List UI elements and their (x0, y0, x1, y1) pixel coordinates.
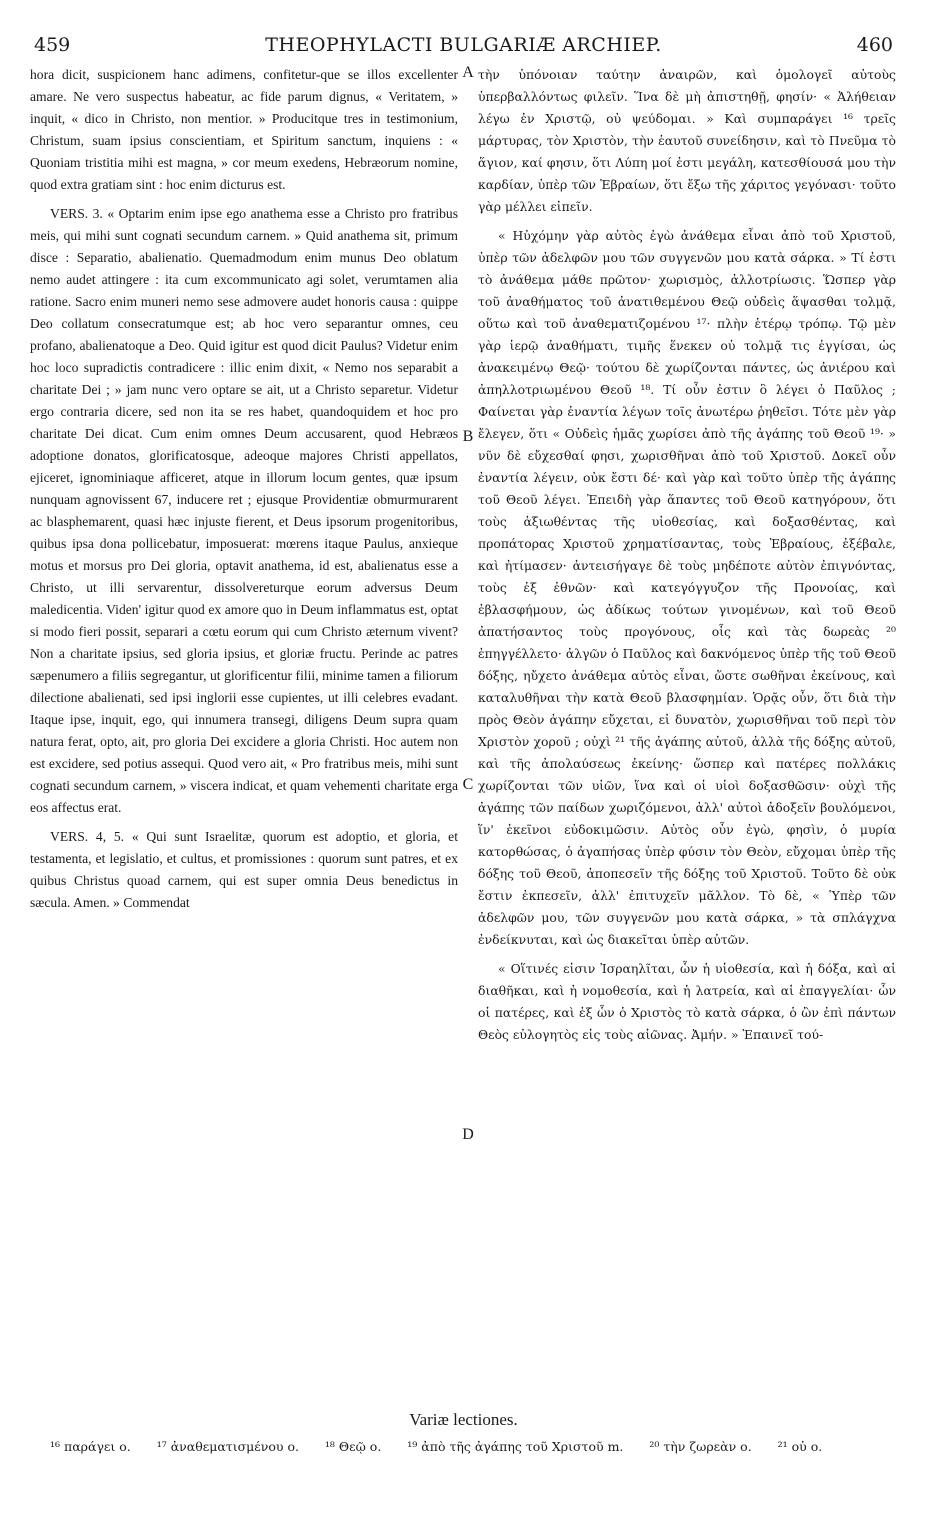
page-number-right: 460 (856, 34, 893, 56)
margin-marker-d: D (462, 1126, 474, 1143)
greek-paragraph: τὴν ὑπόνοιαν ταύτην ἀναιρῶν, καὶ ὁμολογεῖ αὐτοὺς ὑπερβαλλόντως φιλεῖν. Ἵνα δὲ μὴ ἀπιστηθῇ, φησίν· « Ἀλήθειαν λέγω ἐν Χριστῷ, οὐ ψεύδομαι. » Καὶ συμπαράγει ¹⁶ τρεῖς μάρτυρας, τὸν Χριστὸν, τὴν ἑαυτοῦ συνείδησιν, καὶ τὸ Πνεῦμα τὸ ἅγιον, καί φησιν, ὅτι Λύπη μοί ἐστι μεγάλη, κατεσθίουσά μου τὴν καρδίαν, ὑπὲρ τῶν Ἑβραίων, ὅτι ἔξω τῆς χάριτος γεγόνασι· τοῦτο γὰρ μέλλει εἰπεῖν. (478, 67, 896, 214)
greek-paragraph: « Οἵτινές εἰσιν Ἰσραηλῖται, ὧν ἡ υἱοθεσία, καὶ ἡ δόξα, καὶ αἱ διαθῆκαι, καὶ ἡ νομοθεσία, καὶ ἡ λατρεία, καὶ αἱ ἐπαγγελίαι· ὧν οἱ πατέρες, καὶ ἐξ ὧν ὁ Χριστὸς τὸ κατὰ σάρκα, ὁ ὢν ἐπὶ πάντων Θεὸς εὐλογητὸς εἰς τοὺς αἰῶνας. Ἀμήν. » Ἐπαινεῖ τού- (478, 961, 896, 1042)
greek-column (478, 64, 896, 1053)
footnote: ²¹ οὐ ο. (777, 1439, 823, 1454)
footnotes (50, 1436, 887, 1458)
margin-marker-b: B (462, 428, 474, 445)
footnote: ¹⁷ ἀναθεματισμένου ο. (156, 1439, 299, 1454)
margin-marker-a: A (462, 64, 474, 81)
latin-paragraph: VERS. 3. « Optarim enim ipse ego anathema esse a Christo pro fratribus meis, qui mihi sunt cognati secundum carnem. » Quid anathema sit, primum disce : Separatio, abalienatio. Quemadmodum enim munus Deo oblatum nemo audet attingere : ita cum excommunicato agi solet, verumtamen alia ratione. Sacro enim muneri nemo sese admovere audet honoris causa : quippe Deo collatum consecratumque est; ab hoc vero separantur omnes, ceu profano, abalienatoque a Deo. Quid igitur est quod dicit Paulus? Videtur enim hoc loco supradictis contradicere : illic enim dixit, « Nemo nos separabit a charitate Dei ; » jam nunc vero optare se ait, ut a Christo separetur. Videtur ergo contraria dicere, sed non ita se res habet, quandoquidem et hoc pro charitate Dei dicat. Cum enim omnes Deum accusarent, quod Hebræos adoptione donatos, glorificatosque, adeoque majores Christi appellatos, ejiceret, ignominiaque afficeret, atque in illorum locum gentes, quæ ipsum nunquam agnovissent 67, inducere ret ; ejusque Providentiæ obmurmurarent ac blasphemarent, quasi hæc injuste fierent, et Deus ipsorum progenitoribus, quibus ipsa dona pollicebatur, imposuerat: mœrens itaque Paulus, anxieque motus et morsus pro Dei gloria, optavit anathema, id est, abalienatus esse a Christo, ut illi servarentur, dissolvereturque eorum adversus Deum maledicentia. Viden' igitur quod ex amore quo in Deum inflammatus est, optat si modo fieri possit, separari a cœtu eorum qui cum Christo æternum vivent? Non a charitate ipsius, sed gloria ipsius, et gloriæ fructu. Perinde ac patres sæpenumero a filiis segregantur, ut glorificentur filii, minime tamen a filiorum dilectione abalienati, sed ipsi inglorii esse cupientes, ut illi celebres evadant. Itaque ipse, inquit, ego, qui innumera transegi, diligens Deum supra quam natura ferat, opto, ait, pro gloria Dei excidere a gloria Christi. Hoc autem non est excidere, sed potius assequi. Quod vero ait, « Pro fratribus meis, mihi sunt cognati secundum carnem, » viscera indicat, et quam vehementi charitate erga eos affectus erat. (30, 206, 458, 815)
latin-paragraph: hora dicit, suspicionem hanc adimens, confitetur-que se illos excellenter amare. Ne vero suspectus habeatur, ac fide parum dignus, « Veritatem, » inquit, « dico in Christo, non mentior. » Producitque tres in testimonium, Christum, suam ipsius conscientiam, et Spiritum sanctum, inquiens : « Quoniam tristitia mihi est magna, » cor meum exedens, Hebræorum nomine, quod extra gratiam sint : hoc enim dicturus est. (30, 67, 458, 192)
latin-paragraph: VERS. 4, 5. « Qui sunt Israelitæ, quorum est adoptio, et gloria, et testamenta, et legislatio, et cultus, et promissiones : quorum sunt patres, et ex quibus Christus quoad carnem, qui est super omnia Deus benedictus in sæcula. Amen. » Commendat (30, 829, 458, 910)
footnote: ¹⁸ Θεῷ ο. (324, 1439, 382, 1454)
page-number-left: 459 (34, 34, 71, 56)
footnote: ¹⁹ ἀπὸ τῆς ἀγάπης τοῦ Χριστοῦ m. (407, 1439, 624, 1454)
greek-paragraph: « Ηὐχόμην γὰρ αὐτὸς ἐγὼ ἀνάθεμα εἶναι ἀπὸ τοῦ Χριστοῦ, ὑπὲρ τῶν ἀδελφῶν μου τῶν συγγενῶν μου κατὰ σάρκα. » Τί ἐστι τὸ ἀνάθεμα μάθε πρῶτον· χωρισμὸς, ἀλλοτρίωσις. Ὥσπερ γὰρ τοῦ ἀναθήματος τοῦ ἀνατιθεμένου Θεῷ οὐδεὶς ἅψασθαι τολμᾷ, οὕτω καὶ τοῦ ἀναθεματιζομένου ¹⁷· πλὴν ἑτέρῳ τρόπῳ. Τῷ μὲν γὰρ ἱερῷ ἀναθήματι, τιμῆς ἕνεκεν οὐ τολμᾷ τις ἐγγίσαι, ὡς ἀνακειμένῳ Θεῷ· τούτου δὲ χωρίζονται πάντες, ὡς ἀνιέρου καὶ ἀπηλλοτριωμένου Θεοῦ ¹⁸. Τί οὖν ἐστιν ὃ λέγει ὁ Παῦλος ; Φαίνεται γὰρ ἐναντία λέγων τοῖς ἀνωτέρω ῥηθεῖσι. Τότε μὲν γὰρ ἔλεγεν, ὅτι « Οὐδεὶς ἡμᾶς χωρίσει ἀπὸ τῆς ἀγάπης τοῦ Θεοῦ ¹⁹· » νῦν δὲ εὔχεσθαί φησι, χωρισθῆναι ἀπὸ τοῦ Χριστοῦ. Δοκεῖ οὖν ἐναντία λέγειν, οὐκ ἔστι δέ· καὶ γὰρ καὶ τοῦτο ὑπὲρ τῆς ἀγάπης τοῦ Θεοῦ λέγει. Ἐπειδὴ γὰρ ἅπαντες τοῦ Θεοῦ κατηγόρουν, ὅτι τοὺς ἀξιωθέντας τῆς υἱοθεσίας, καὶ δοξασθέντας, καὶ προπάτορας Χριστοῦ χρηματίσαντας, τοὺς Ἑβραίους, ἐξέβαλε, καὶ ἠτίμασεν· ἀντεισήγαγε δὲ τοὺς μηδέποτε αὐτὸν ἐπιγνόντας, τοὺς ἐξ ἐθνῶν· καὶ κατεγόγγυζον τῆς Προνοίας, καὶ ἐβλασφήμουν, ὡς ἀδίκως τούτων γινομένων, καὶ τοῦ Θεοῦ ἀπατήσαντος τοὺς προγόνους, οἷς καὶ τὰς δωρεὰς ²⁰ ἐπηγγέλλετο· ἀλγῶν ὁ Παῦλος καὶ δακνόμενος ὑπὲρ τῆς τοῦ Θεοῦ δόξης, ηὔχετο ἀνάθεμα αὐτὸς εἶναι, ὥστε σωθῆναι ἐκείνους, καὶ καταλυθῆναι τὴν κατὰ Θεοῦ βλασφημίαν. Ὁρᾷς οὖν, ὅτι διὰ τὴν πρὸς Θεὸν ἀγάπην εὔχεται, εἰ δυνατὸν, χωρισθῆναι τοῦ περὶ τὸν Χριστὸν χοροῦ ; οὐχὶ ²¹ τῆς ἀγάπης αὐτοῦ, ἀλλὰ τῆς δόξης αὐτοῦ, καὶ τῆς ἀπολαύσεως ἐκείνης· ὥσπερ καὶ πατέρες πολλάκις χωρίζονται τῶν υἱῶν, ἵνα καὶ οἱ υἱοὶ δοξασθῶσιν· οὐχὶ τῆς ἀγάπης τῶν παίδων χωριζόμενοι, ἀλλ' αὐτοὶ ἀδοξεῖν βουλόμενοι, ἵν' ἐκεῖνοι εὐδοκιμῶσιν. Αὐτὸς οὖν ἐγὼ, φησὶν, ὁ μυρία κατορθώσας, ὁ ἀγαπήσας ὑπὲρ φύσιν τὸν Θεὸν, εὔχομαι ὑπὲρ τῆς δόξης τοῦ Θεοῦ, ἀποπεσεῖν τῆς δόξης τοῦ Χριστοῦ. Τοῦτο δὲ οὐκ ἔστιν ἐκπεσεῖν, ἀλλ' ἐπιτυχεῖν μᾶλλον. Τὸ δὲ, « Ὑπὲρ τῶν ἀδελφῶν μου, τῶν συγγενῶν μου κατὰ σάρκα, » τὰ σπλάγχνα ἐνδείκνυται, καὶ ὡς διακεῖται ὑπὲρ αὐτῶν. (478, 228, 896, 947)
margin-marker-c: C (462, 776, 474, 793)
running-header (34, 34, 893, 64)
footnote: ¹⁶ παράγει ο. (50, 1439, 131, 1454)
latin-column (30, 64, 458, 921)
variae-lectiones-title: Variæ lectiones. (409, 1410, 518, 1429)
footnote: ²⁰ τὴν ζωρεὰν ο. (649, 1439, 752, 1454)
running-title: THEOPHYLACTI BULGARIÆ ARCHIEP. (265, 34, 662, 56)
